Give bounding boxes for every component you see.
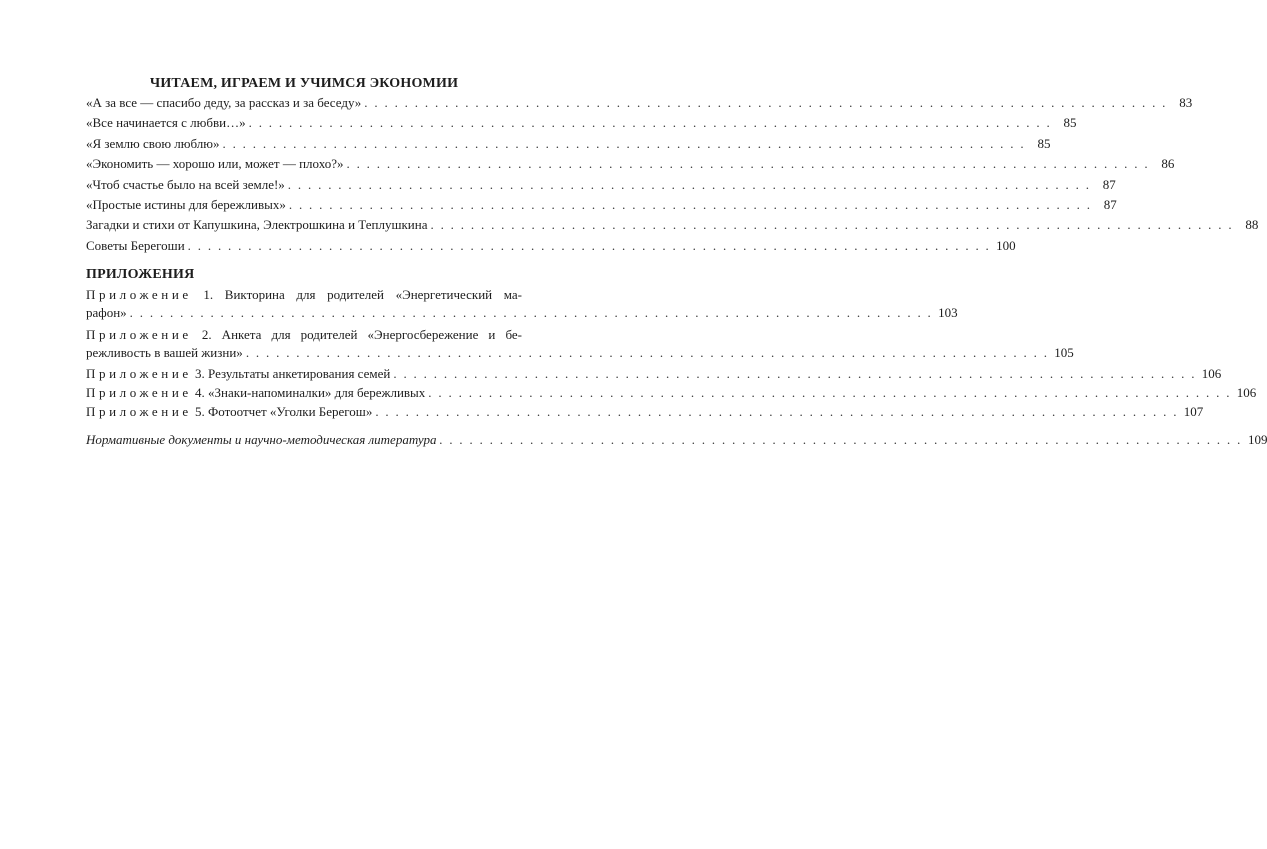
appendix-prefix: Приложение [86, 404, 192, 420]
toc-entry-page: 85 [1037, 135, 1051, 151]
toc-entry-title-text: 3. Результаты анкетирования семей [195, 366, 391, 382]
leader-dots: . . . . . . . . . . . . . . . . . . . . . . . . . . . . . . . . . . . . . . . . . . . . . . . . . . . . . . . . . . . . . . . . . . . . . . . . . . . . . . . . [439, 432, 1243, 448]
section-heading-reading: ЧИТАЕМ, ИГРАЕМ И УЧИМСЯ ЭКОНОМИИ [149, 76, 459, 91]
leader-dots: . . . . . . . . . . . . . . . . . . . . . . . . . . . . . . . . . . . . . . . . . . . . . . . . . . . . . . . . . . . . . . . . . . . . . . . . . . . . . . . . [187, 237, 991, 253]
toc-entry[interactable] [86, 154, 1175, 174]
toc-entry-title-cont: рафон» [86, 305, 127, 321]
toc-entry-appendix-5[interactable] [86, 403, 1204, 420]
toc-entry-title: «Все начинается с любви…» [86, 115, 246, 131]
toc-entry-page: 87 [1102, 176, 1116, 192]
toc-entry-title [86, 365, 390, 382]
leader-dots: . . . . . . . . . . . . . . . . . . . . . . . . . . . . . . . . . . . . . . . . . . . . . . . . . . . . . . . . . . . . . . . . . . . . . . . . . . . . . . . . [428, 385, 1232, 401]
toc-entry-line [86, 286, 522, 303]
appendix-prefix: Приложение [86, 385, 192, 401]
leader-dots: . . . . . . . . . . . . . . . . . . . . . . . . . . . . . . . . . . . . . . . . . . . . . . . . . . . . . . . . . . . . . . . . . . . . . . . . . . . . . . . . [346, 156, 1150, 172]
toc-entry-page: 103 [938, 305, 958, 321]
leader-dots: . . . . . . . . . . . . . . . . . . . . . . . . . . . . . . . . . . . . . . . . . . . . . . . . . . . . . . . . . . . . . . . . . . . . . . . . . . . . . . . . [375, 404, 1179, 420]
leader-dots: . . . . . . . . . . . . . . . . . . . . . . . . . . . . . . . . . . . . . . . . . . . . . . . . . . . . . . . . . . . . . . . . . . . . . . . . . . . . . . . . [222, 135, 1026, 151]
toc-entry-page: 109 [1247, 432, 1267, 448]
toc-entry-title: «Экономить — хорошо или, может — плохо?» [86, 156, 344, 172]
toc-entry-page: 106 [1236, 385, 1257, 401]
toc-entry-page: 107 [1183, 404, 1204, 420]
toc-entry-title [86, 403, 372, 420]
appendix-prefix: Приложение [86, 326, 192, 342]
toc-entry[interactable] [86, 195, 1117, 215]
toc-entry[interactable] [86, 215, 1259, 235]
toc-entry-title: «А за все — спасибо деду, за рассказ и за беседу» [86, 95, 362, 110]
leader-dots: . . . . . . . . . . . . . . . . . . . . . . . . . . . . . . . . . . . . . . . . . . . . . . . . . . . . . . . . . . . . . . . . . . . . . . . . . . . . . . . . [245, 344, 1049, 360]
leader-dots: . . . . . . . . . . . . . . . . . . . . . . . . . . . . . . . . . . . . . . . . . . . . . . . . . . . . . . . . . . . . . . . . . . . . . . . . . . . . . . . . [430, 217, 1234, 233]
section-heading-appendices: ПРИЛОЖЕНИЯ [86, 267, 195, 283]
toc-entry-title: «Я землю свою люблю» [86, 135, 220, 151]
toc-entry[interactable] [86, 113, 1077, 133]
table-of-contents [86, 74, 1267, 450]
toc-entry-page: 86 [1161, 156, 1175, 172]
toc-entry-title: Советы Берегоши [86, 237, 185, 253]
toc-entry-appendix-2[interactable] [86, 326, 1074, 363]
toc-entry-title: Загадки и стихи от Капушкина, Электрошкина и Теплушкина [86, 217, 428, 233]
toc-entry-page: 83 [1179, 95, 1193, 110]
toc-entry-references[interactable] [86, 430, 1267, 450]
appendix-prefix: Приложение [86, 366, 192, 382]
toc-entry-line [86, 343, 1074, 363]
toc-entry[interactable] [86, 175, 1116, 195]
toc-entry[interactable] [86, 93, 1193, 113]
toc-entry-page: 88 [1245, 217, 1259, 233]
toc-entry-page: 85 [1063, 115, 1077, 131]
toc-entry-title: «Чтоб счастье было на всей земле!» [86, 176, 285, 192]
toc-entry-line [86, 303, 958, 323]
toc-entry-appendix-1[interactable] [86, 286, 958, 323]
toc-entry[interactable] [86, 134, 1051, 154]
leader-dots: . . . . . . . . . . . . . . . . . . . . . . . . . . . . . . . . . . . . . . . . . . . . . . . . . . . . . . . . . . . . . . . . . . . . . . . . . . . . . . . . [364, 95, 1168, 110]
toc-entry-title: 2. Анкета для родителей «Энергосбережение и бе- [201, 326, 523, 342]
toc-entry-title-text: 4. «Знаки-напоминалки» для бережливых [195, 385, 426, 401]
leader-dots: . . . . . . . . . . . . . . . . . . . . . . . . . . . . . . . . . . . . . . . . . . . . . . . . . . . . . . . . . . . . . . . . . . . . . . . . . . . . . . . . [288, 197, 1092, 213]
toc-entry-page: 106 [1201, 366, 1222, 382]
toc-entry-appendix-4[interactable] [86, 384, 1257, 401]
toc-entry-title-text: 5. Фотоотчет «Уголки Берегош» [195, 404, 373, 420]
toc-entry-page: 105 [1054, 344, 1074, 360]
toc-entry-page: 100 [996, 237, 1016, 253]
toc-entry-title-cont: режливость в вашей жизни» [86, 344, 243, 360]
leader-dots: . . . . . . . . . . . . . . . . . . . . . . . . . . . . . . . . . . . . . . . . . . . . . . . . . . . . . . . . . . . . . . . . . . . . . . . . . . . . . . . . [287, 176, 1091, 192]
toc-entry-title: Нормативные документы и научно-методическая литература [86, 432, 437, 448]
toc-entry-line [86, 326, 522, 343]
leader-dots: . . . . . . . . . . . . . . . . . . . . . . . . . . . . . . . . . . . . . . . . . . . . . . . . . . . . . . . . . . . . . . . . . . . . . . . . . . . . . . . . [248, 115, 1052, 131]
toc-entry-title: 1. Викторина для родителей «Энергетический ма- [203, 287, 523, 303]
appendix-prefix: Приложение [86, 287, 192, 303]
toc-entry-title [86, 384, 425, 401]
toc-entry-title: «Простые истины для бережливых» [86, 197, 286, 213]
leader-dots: . . . . . . . . . . . . . . . . . . . . . . . . . . . . . . . . . . . . . . . . . . . . . . . . . . . . . . . . . . . . . . . . . . . . . . . . . . . . . . . . [129, 305, 933, 321]
toc-entry-page: 87 [1103, 197, 1117, 213]
toc-entry[interactable] [86, 236, 1016, 256]
leader-dots: . . . . . . . . . . . . . . . . . . . . . . . . . . . . . . . . . . . . . . . . . . . . . . . . . . . . . . . . . . . . . . . . . . . . . . . . . . . . . . . . [393, 366, 1197, 382]
toc-entry-appendix-3[interactable] [86, 365, 1222, 382]
